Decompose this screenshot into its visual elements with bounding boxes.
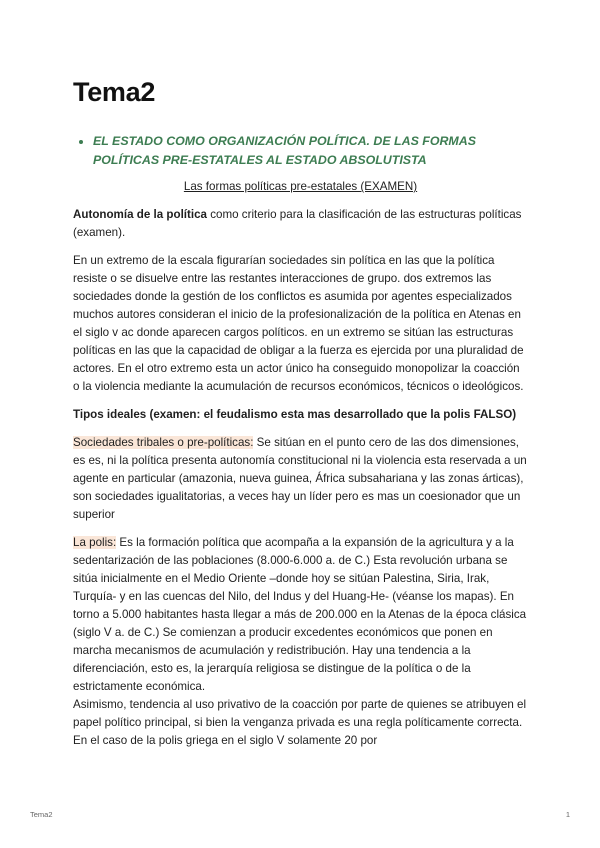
paragraph-autonomia [73, 206, 528, 242]
autonomia-text: como criterio para la clasificación de las estructuras políticas (examen). [73, 208, 522, 239]
paragraph-polis [73, 534, 528, 696]
page-number: 1 [565, 810, 570, 819]
tribales-label: Sociedades tribales o pre-políticas: [73, 436, 254, 449]
section-heading: • EL ESTADO COMO ORGANIZACIÓN POLÍTICA. DE LAS FORMAS POLÍTICAS PRE-ESTATALES AL ESTADO ABSOLUTISTA [93, 132, 528, 170]
page-title: Tema2 [73, 77, 156, 107]
footer-title: Tema2 [30, 810, 53, 819]
section-list [73, 132, 528, 170]
tribales-text: Se sitúan en el punto cero de las dos dimensiones, es es, ni la política presenta autonomía constitucional ni la violencia esta reservada a un agente en particular (amazonia, nueva guinea, África subsahariana y las zonas árticas), son sociedades igualitatorias, a veces hay un líder pero es mas un coesionador que un superior [73, 436, 527, 521]
polis-text: Es la formación política que acompaña a la expansión de la agricultura y a la sedentarización de las poblaciones (8.000-6.000 a. de C.) Esta revolución urbana se sitúa inicialmente en el Medio Oriente –donde hoy se sitúan Palestina, Siria, Irak, Turquía- y en las cuencas del Nilo, del Indus y del Huang-He- (véanse los mapas). En torno a 5.000 habitantes hasta llegar a más de 200.000 en la Atenas de la época clásica (siglo V a. de C.) Se comienzan a producir excedentes económicos que ponen en marcha mecanismos de acumulación y redistribución. Hay una tendencia a la diferenciación, esto es, la jerarquía religiosa se distingue de la política o de la estrictamente económica. [73, 536, 527, 693]
subtitle: Las formas políticas pre-estatales (EXAMEN) [183, 180, 418, 193]
page-content [73, 73, 528, 750]
tipos-label: Tipos ideales [73, 408, 147, 421]
paragraph-escala: En un extremo de la escala figurarían sociedades sin política en las que la política resiste o se disuelve entre las restantes interacciones de grupo. dos extremos las sociedades donde la gestión de los conflictos es asumida por agentes especializados muchos autores consideran el inicio de la profesionalización de la política en Atenas en el siglo v ac donde aparecen cargos políticos. en un extremo se sitúan las estructuras políticas en las que la capacidad de obligar a la fuerza es ejercida por una pluralidad de actores. En el otro extremo esta un actor único ha conseguido monopolizar la coacción o la violencia mediante la acumulación de recursos económicos, técnicos o ideológicos. [73, 254, 524, 393]
paragraph-tribales [73, 434, 528, 524]
autonomia-bold: Autonomía de la política [73, 208, 207, 221]
polis-label: La polis: [73, 536, 117, 549]
paragraph-tipos [73, 406, 528, 424]
tipos-bold: (examen: el feudalismo esta mas desarrollado que la polis FALSO) [146, 408, 517, 421]
paragraph-asimismo: Asimismo, tendencia al uso privativo de la coacción por parte de quienes se atribuyen el papel político principal, si bien la venganza privada es una regla políticamente correcta. En el caso de la polis griega en el siglo V solamente 20 por [73, 698, 527, 747]
